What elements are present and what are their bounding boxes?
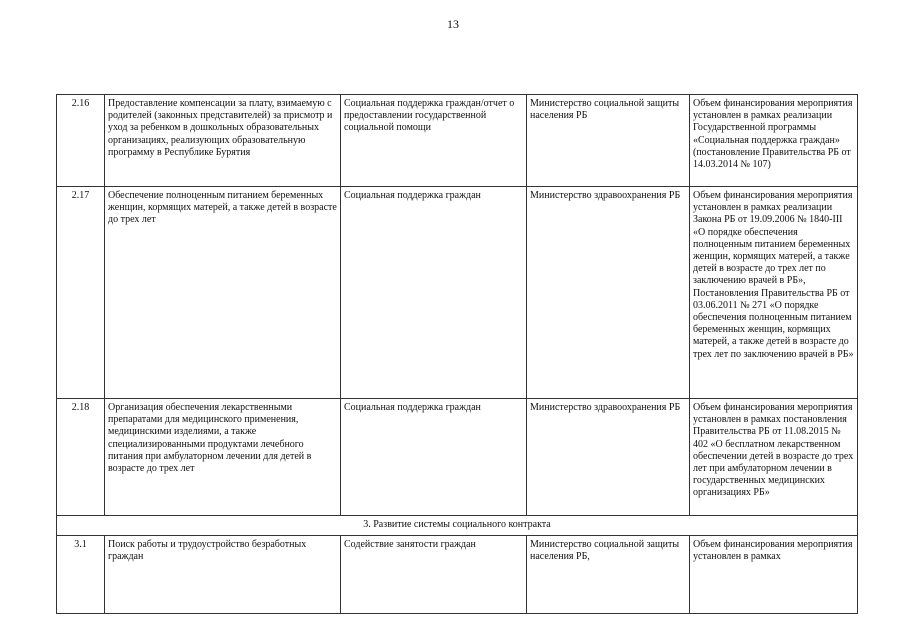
note-text: Объем финансирования мероприятия установлен в рамках реализации Государственной программы «Социальная поддержка граждан» (постановление Правительства РБ от 14.03.2014 № 107) (693, 98, 853, 171)
note-text: Объем финансирования мероприятия установлен в рамках постановления Правительства РБ от 11.08.2015 № 402 «О бесплатном лекарственном обеспечении детей в возрасте до трех лет при амбулаторном лечении в государственных медицинских организациях РБ» (693, 402, 854, 499)
result-text: Социальная поддержка граждан/отчет о предоставлении государственной социальной помощи (344, 98, 515, 134)
result-text: Содействие занятости граждан (344, 539, 476, 550)
note-cell (690, 399, 858, 516)
executor-text: Министерство социальной защиты населения РБ, (530, 539, 680, 563)
note-cell (690, 187, 858, 399)
table-row (57, 187, 858, 399)
executor-cell (527, 536, 690, 614)
activity-text: Предоставление компенсации за плату, взимаемую с родителей (законных представителей) за присмотр и уход за ребенком в дошкольных образовательных организациях, реализующих образовательную программу в Республике Бурятия (108, 98, 333, 158)
executor-text: Министерство здравоохранения РБ (530, 402, 681, 413)
activity-text: Организация обеспечения лекарственными препаратами для медицинского применения, медицинскими изделиями, а также специализированными продуктами лечебного питания при амбулаторном лечении для детей в возрасте до трех лет (108, 402, 312, 475)
activity-cell (105, 187, 341, 399)
table-row (57, 536, 858, 614)
activity-text: Обеспечение полноценным питанием беременных женщин, кормящих матерей, а также детей в возрасте до трех лет (108, 190, 337, 226)
activity-cell (105, 536, 341, 614)
row-number: 3.1 (57, 536, 105, 614)
result-text: Социальная поддержка граждан (344, 190, 481, 201)
executor-cell (527, 187, 690, 399)
executor-cell (527, 95, 690, 187)
result-cell (341, 399, 527, 516)
note-text: Объем финансирования мероприятия установлен в рамках (693, 539, 853, 563)
executor-cell (527, 399, 690, 516)
note-cell (690, 536, 858, 614)
executor-text: Министерство социальной защиты населения РБ (530, 98, 680, 122)
executor-text: Министерство здравоохранения РБ (530, 190, 681, 201)
activity-cell (105, 95, 341, 187)
row-number: 2.17 (57, 187, 105, 399)
section-title: 3. Развитие системы социального контракта (57, 516, 858, 536)
activity-cell (105, 399, 341, 516)
row-number: 2.18 (57, 399, 105, 516)
result-cell (341, 95, 527, 187)
row-number: 2.16 (57, 95, 105, 187)
note-text: Объем финансирования мероприятия установлен в рамках реализации Закона РБ от 19.09.2006 № 1840-III «О порядке обеспечения полноценным питанием беременных женщин, кормящих матерей, а также детей в возрасте до трех лет по заключению врачей в РБ», Постановления Правительства РБ от 03.06.2011 № 271 «О порядке обеспечения полноценным питанием беременных женщин, кормящих матерей, а также детей в возрасте до трех лет по заключению врачей в РБ» (693, 190, 854, 360)
activity-text: Поиск работы и трудоустройство безработных граждан (108, 539, 307, 563)
table-row (57, 399, 858, 516)
result-text: Социальная поддержка граждан (344, 402, 481, 413)
table-row (57, 95, 858, 187)
note-cell (690, 95, 858, 187)
result-cell (341, 536, 527, 614)
section-row (57, 516, 858, 536)
page-number: 13 (447, 17, 459, 31)
measures-table (56, 94, 858, 614)
result-cell (341, 187, 527, 399)
